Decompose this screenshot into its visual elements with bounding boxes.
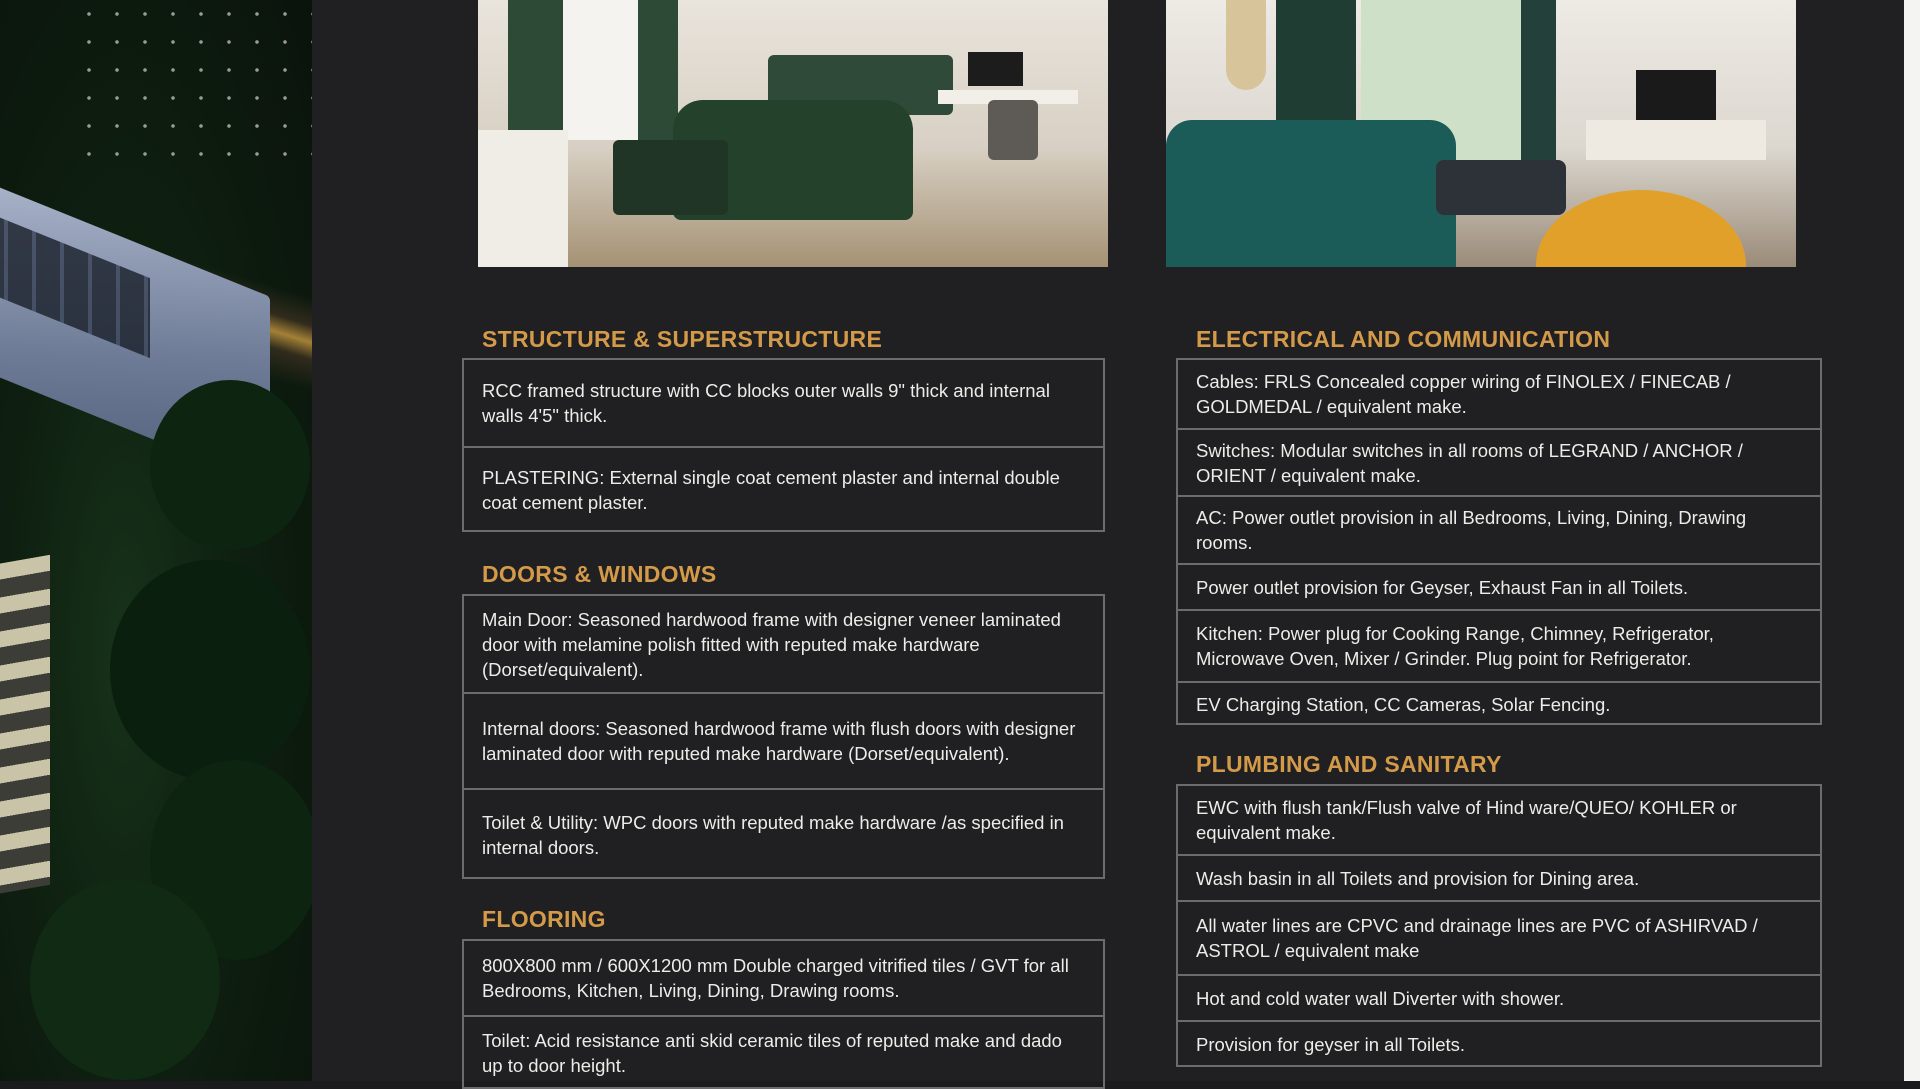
tree-shape: [110, 560, 310, 780]
tv-shape: [1636, 70, 1716, 120]
sofa-shape: [1166, 120, 1456, 267]
list-item: Wash basin in all Toilets and provision for Dining area.: [1178, 854, 1820, 900]
tree-shape: [30, 880, 220, 1080]
wall-decor-shape: [1226, 0, 1266, 90]
list-item: Main Door: Seasoned hardwood frame with designer veneer laminated door with melamine polish fitted with reputed make hardware (Dorset/equivalent).: [482, 608, 1061, 680]
doors-windows-spec-box: [462, 594, 1105, 879]
section-title-structure: STRUCTURE & SUPERSTRUCTURE: [482, 326, 883, 352]
aerial-night-photo: [0, 0, 312, 1081]
plumbing-spec-box: [1176, 784, 1822, 1067]
section-title-flooring: FLOORING: [482, 906, 606, 932]
bedroom-photo: [478, 0, 1108, 267]
list-item: All water lines are CPVC and drainage lines are PVC of ASHIRVAD / ASTROL / equivalent make: [1178, 900, 1820, 974]
section-title-electrical: ELECTRICAL AND COMMUNICATION: [1196, 326, 1611, 352]
list-item: Cables: FRLS Concealed copper wiring of FINOLEX / FINECAB / GOLDMEDAL / equivalent make.: [1196, 371, 1731, 417]
curtain-shape: [638, 0, 678, 150]
list-item: Hot and cold water wall Diverter with shower.: [1178, 974, 1820, 1020]
bench-shape: [613, 140, 728, 215]
list-item: Toilet & Utility: WPC doors with reputed make hardware /as specified in internal doors.: [464, 788, 1103, 879]
list-item: PLASTERING: External single coat cement plaster and internal double coat cement plaster.: [464, 446, 1103, 532]
list-item: Toilet: Acid resistance anti skid ceramic tiles of reputed make and dado up to door height.: [464, 1015, 1103, 1089]
list-item: AC: Power outlet provision in all Bedrooms, Living, Dining, Drawing rooms.: [1178, 495, 1820, 563]
list-item: Provision for geyser in all Toilets.: [1178, 1020, 1820, 1067]
flooring-spec-box: [462, 939, 1105, 1089]
dot-pattern-decoration: [75, 0, 312, 180]
window-shape: [563, 0, 638, 140]
living-room-photo: [1166, 0, 1796, 267]
curtain-shape: [1521, 0, 1556, 160]
tower-balconies-shape: [0, 555, 50, 896]
list-item: EWC with flush tank/Flush valve of Hind ware/QUEO/ KOHLER or equivalent make.: [1196, 797, 1737, 843]
list-item: Power outlet provision for Geyser, Exhaust Fan in all Toilets.: [1178, 563, 1820, 609]
dresser-shape: [478, 130, 568, 267]
coffee-table-shape: [1436, 160, 1566, 215]
monitor-shape: [968, 52, 1023, 86]
section-title-doors-windows: DOORS & WINDOWS: [482, 561, 717, 587]
page-edge: [1904, 0, 1920, 1081]
list-item: EV Charging Station, CC Cameras, Solar Fencing.: [1178, 681, 1820, 725]
list-item: 800X800 mm / 600X1200 mm Double charged vitrified tiles / GVT for all Bedrooms, Kitchen, Living, Dining, Drawing rooms.: [482, 955, 1069, 1001]
list-item: Internal doors: Seasoned hardwood frame with flush doors with designer laminated door with reputed make hardware (Dorset/equivalent).: [464, 692, 1103, 788]
section-title-plumbing: PLUMBING AND SANITARY: [1196, 751, 1502, 777]
chair-shape: [988, 100, 1038, 160]
electrical-spec-box: [1176, 358, 1822, 725]
list-item: RCC framed structure with CC blocks outer walls 9" thick and internal walls 4'5" thick.: [482, 380, 1050, 426]
structure-spec-box: [462, 358, 1105, 532]
armchair-shape: [1536, 190, 1746, 267]
tv-console-shape: [1586, 120, 1766, 160]
list-item: Switches: Modular switches in all rooms of LEGRAND / ANCHOR / ORIENT / equivalent make.: [1178, 428, 1820, 495]
list-item: Kitchen: Power plug for Cooking Range, Chimney, Refrigerator, Microwave Oven, Mixer / Grinder. Plug point for Refrigerator.: [1178, 609, 1820, 681]
tree-shape: [150, 380, 310, 550]
